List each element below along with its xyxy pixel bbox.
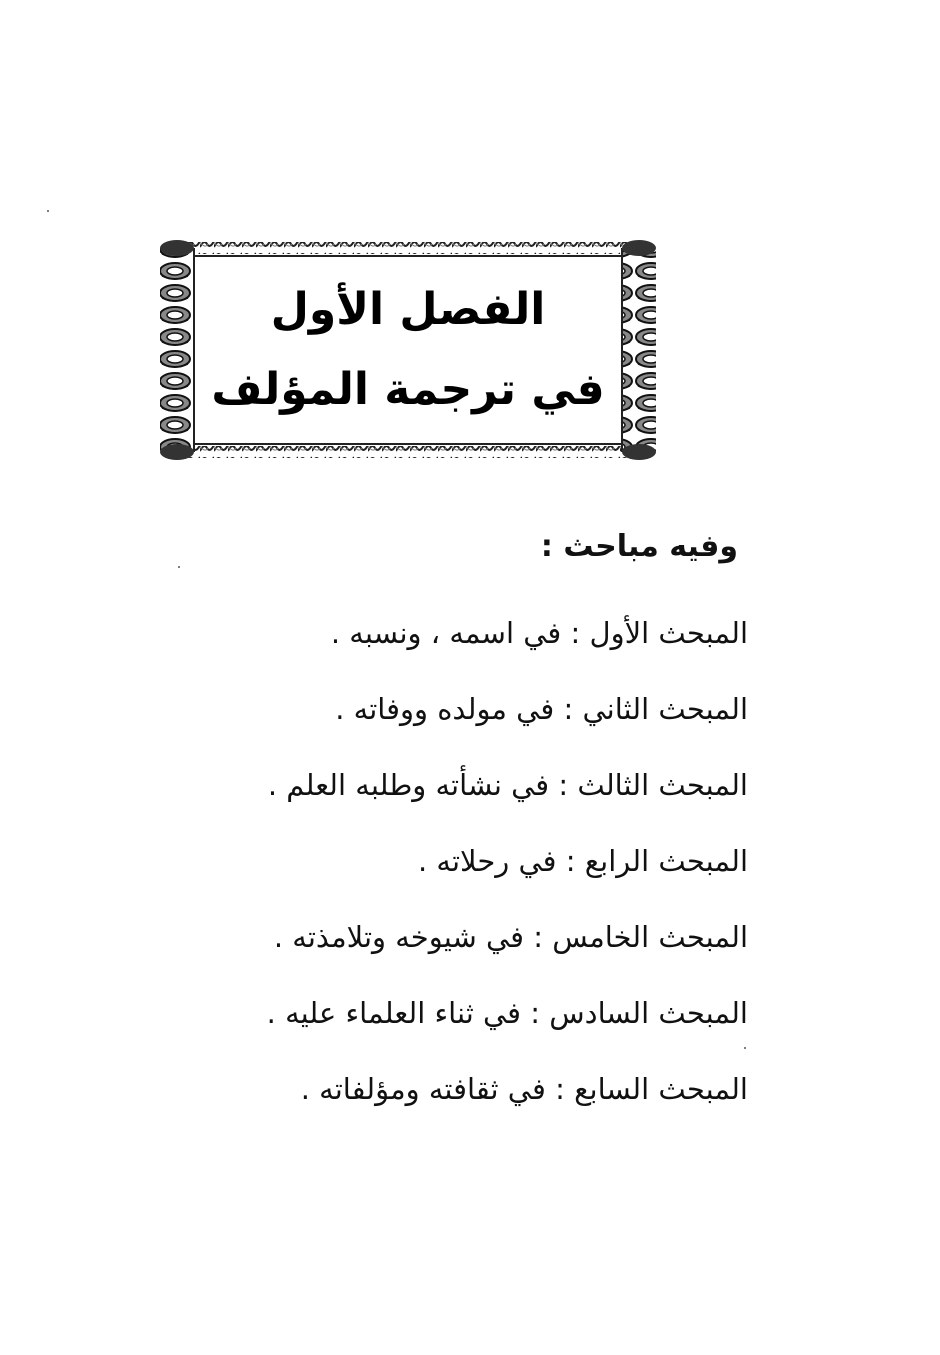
section-item <box>267 598 748 674</box>
section-item <box>267 902 748 978</box>
section-topic: في شيوخه وتلامذته . <box>273 920 524 954</box>
scan-speck <box>47 210 49 212</box>
chapter-title-line-1: الفصل الأول <box>270 284 546 335</box>
section-label: المبحث الأول <box>589 616 748 650</box>
sections-intro: وفيه مباحث : <box>540 529 738 564</box>
section-topic: في اسمه ، ونسبه . <box>330 616 562 650</box>
section-label: المبحث الثاني <box>582 692 748 726</box>
section-separator: : <box>533 920 543 954</box>
section-label: المبحث الرابع <box>584 844 748 878</box>
section-label: المبحث السادس <box>549 996 748 1030</box>
chapter-title <box>208 268 608 432</box>
section-label: المبحث الثالث <box>577 768 748 802</box>
section-topic: في نشأته وطلبه العلم . <box>267 768 550 802</box>
section-separator: : <box>555 1072 565 1106</box>
section-item <box>267 978 748 1054</box>
section-label: المبحث السابع <box>574 1072 748 1106</box>
section-item <box>267 826 748 902</box>
section-topic: في رحلاته . <box>417 844 557 878</box>
section-separator: : <box>558 768 569 802</box>
section-item <box>267 1054 748 1130</box>
section-separator: : <box>565 844 576 878</box>
scan-speck <box>178 566 180 568</box>
sections-list <box>267 598 748 1130</box>
section-topic: في ثناء العلماء عليه . <box>266 996 522 1030</box>
section-separator: : <box>570 616 581 650</box>
section-topic: في مولده ووفاته . <box>335 692 555 726</box>
chapter-title-line-2: في ترجمة المؤلف <box>211 364 605 415</box>
chapter-title-frame <box>158 238 658 462</box>
section-label: المبحث الخامس <box>552 920 748 954</box>
section-item <box>267 674 748 750</box>
section-separator: : <box>530 996 541 1030</box>
section-separator: : <box>563 692 574 726</box>
section-topic: في ثقافته ومؤلفاته . <box>300 1072 546 1106</box>
section-item <box>267 750 748 826</box>
